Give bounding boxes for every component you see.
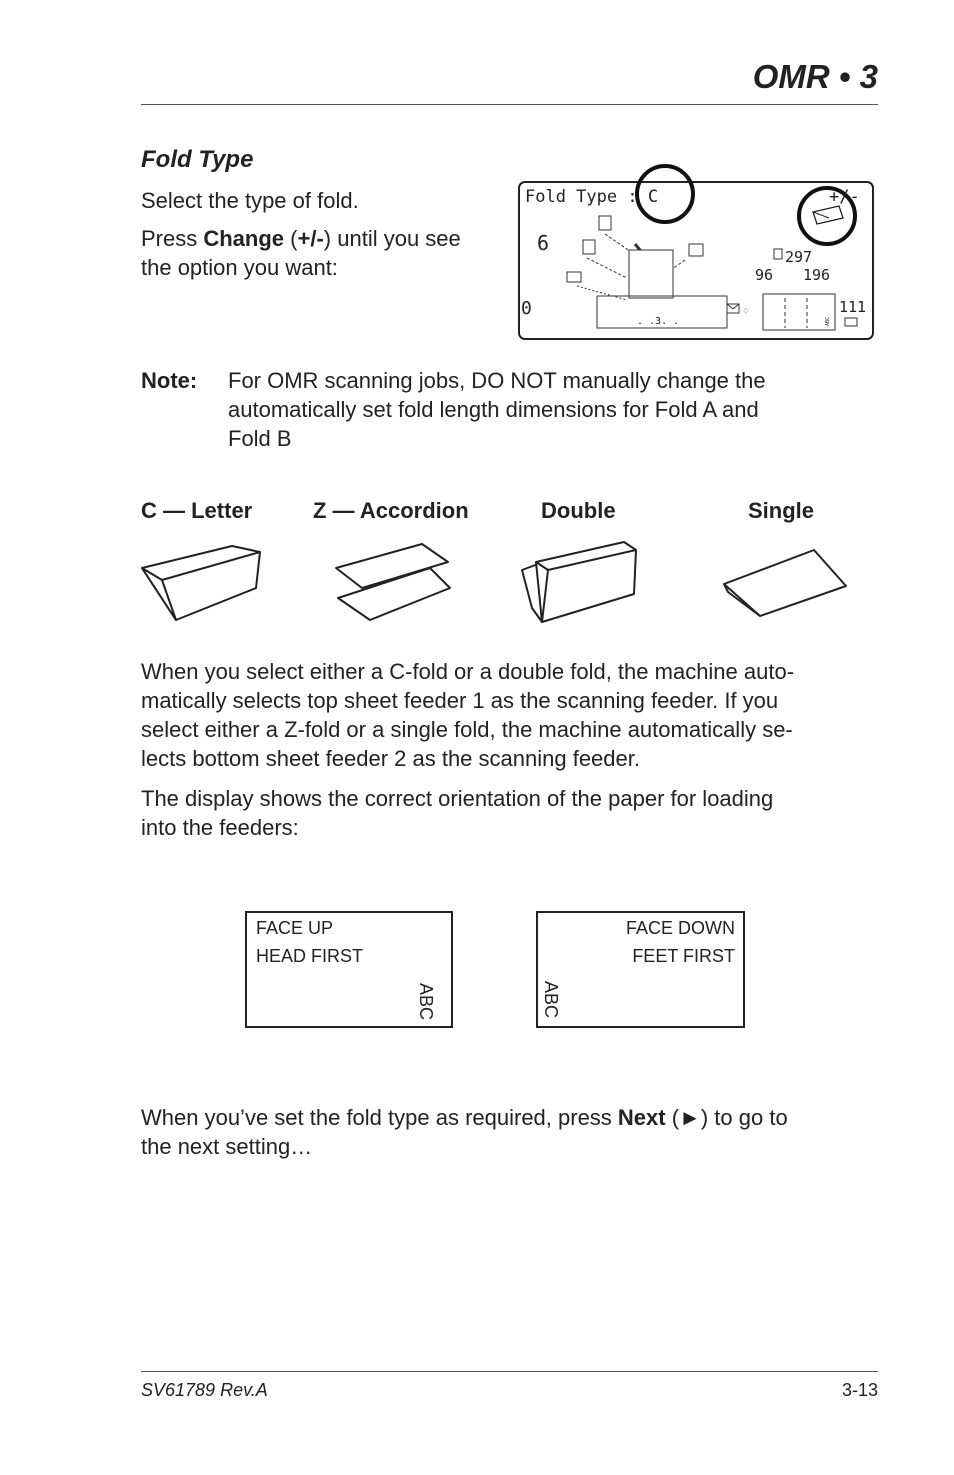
feeder-line: FEET FIRST [632, 946, 735, 966]
feeder-box-face-down [536, 911, 745, 1028]
c-fold-icon [138, 540, 268, 626]
feeder-sample-text: ABC [416, 982, 437, 1021]
closing-paren: ( [665, 1105, 680, 1130]
header-rule [141, 104, 878, 105]
page-header-title: OMR • 3 [752, 58, 878, 95]
note-line: Fold B [228, 426, 292, 451]
change-key-label: Change [203, 226, 285, 251]
single-fold-icon [720, 546, 850, 620]
lcd-dots: . .3. . [637, 316, 680, 327]
paragraph-line: into the feeders: [141, 815, 299, 840]
press-paren: ( [284, 226, 298, 251]
lcd-zero: 0 [521, 298, 532, 319]
lcd-display [517, 160, 877, 342]
lcd-counter: 111 [839, 298, 867, 316]
paragraph-line: select either a Z-fold or a single fold, the machine automatically se- [141, 717, 793, 742]
paragraph-orientation [141, 784, 773, 842]
note-text [228, 366, 766, 453]
closing-suffix: ) to go to [700, 1105, 788, 1130]
feeder-line: HEAD FIRST [256, 946, 364, 966]
press-instruction [141, 224, 501, 282]
lcd-title: Fold Type : C [525, 187, 659, 207]
footer-doc-id: SV61789 Rev.A [141, 1380, 268, 1400]
paragraph-feeder-selection [141, 657, 794, 773]
double-fold-icon [518, 538, 642, 628]
fold-label-c: C — Letter [141, 498, 253, 523]
next-arrow-icon: ► [679, 1105, 701, 1130]
paragraph-line: lects bottom sheet feeder 2 as the scanning feeder. [141, 746, 640, 771]
note-line: automatically set fold length dimensions for Fold A and [228, 397, 759, 422]
lcd-plus-minus: +/- [829, 187, 860, 207]
fold-label-single: Single [748, 498, 815, 523]
paragraph-line: The display shows the correct orientation of the paper for loading [141, 786, 774, 811]
note-label: Note: [141, 368, 198, 393]
next-key-label: Next [617, 1105, 666, 1130]
feeder-line: FACE DOWN [625, 918, 735, 938]
lcd-tiny-label: ABC [825, 316, 831, 326]
fold-label-z: Z — Accordion [313, 498, 469, 523]
closing-line2: the next setting… [141, 1134, 313, 1159]
feeder-line: FACE UP [256, 918, 334, 938]
lcd-count-left: 96 [755, 266, 774, 284]
lcd-left-number: 6 [537, 231, 550, 255]
feeder-sample-text: ABC [541, 980, 562, 1019]
footer-page-number: 3-13 [841, 1380, 878, 1400]
closing-prefix: When you’ve set the fold type as required, press [141, 1105, 618, 1130]
note-line: For OMR scanning jobs, DO NOT manually change the [228, 368, 766, 393]
section-title: Fold Type [141, 146, 254, 173]
press-line2: the option you want: [141, 255, 338, 280]
drop-icon: ♢ [743, 307, 749, 317]
paragraph-line: When you select either a C-fold or a double fold, the machine auto- [141, 659, 795, 684]
footer-rule [141, 1371, 878, 1372]
feeder-box-face-up [245, 911, 453, 1028]
paragraph-line: matically selects top sheet feeder 1 as the scanning feeder. If you [141, 688, 779, 713]
z-fold-icon [332, 540, 456, 624]
press-suffix: ) until you see [323, 226, 461, 251]
lcd-count-top: 297 [785, 248, 813, 266]
press-prefix: Press [141, 226, 204, 251]
plus-minus-key: +/- [297, 226, 324, 251]
fold-label-double: Double [541, 498, 616, 523]
closing-instruction [141, 1103, 788, 1161]
intro-line: Select the type of fold. [141, 188, 359, 213]
lcd-count-right: 196 [803, 266, 831, 284]
